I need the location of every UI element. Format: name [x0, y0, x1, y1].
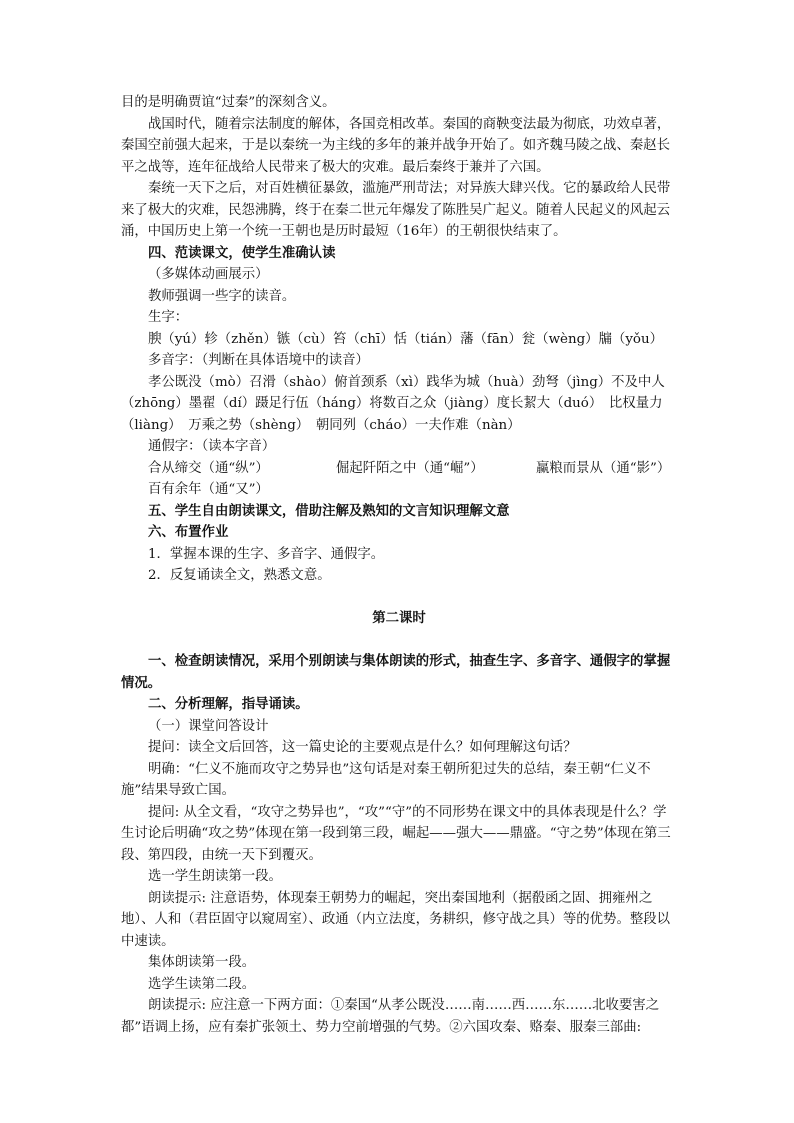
- section-heading: 六、布置作业: [148, 524, 229, 540]
- section-heading: 二、分析理解，指导诵读。: [148, 696, 309, 712]
- paragraph: 多音字：（判断在具体语境中的读音）: [148, 353, 369, 368]
- section-heading: 五、学生自由朗读课文，借助注解及熟知的文言知识理解文意: [148, 502, 510, 519]
- paragraph: 通假字：（读本字音）: [148, 439, 276, 454]
- paragraph: 孝公既没（mò）召滑（shào）俯首颈系（xì）践华为城（huà）劲弩（jìng）不及中人（zhōng）墨翟（dí）蹑足行伍（háng）将数百之众（jiàng）度长絜大（duó） 比权量力（liàng） 万乘之势（shèng） 朝同列（cháo）一夫作难（nàn）: [121, 374, 665, 433]
- paragraph: 提问：读全文后回答，这一篇史论的主要观点是什么？如何理解这句话？: [148, 740, 577, 755]
- section-heading: 四、范读课文，使学生准确认读: [148, 244, 336, 261]
- paragraph: 集体朗读第一段。: [148, 955, 256, 970]
- paragraph: 战国时代，随着宗法制度的解体，各国竞相改革。秦国的商鞅变法最为彻底，功效卓著，秦国空前强大起来，于是以秦统一为主线的多年的兼并战争开始了。如齐魏马陵之战、秦赵长平之战等，连年征战给人民带来了极大的灾难。最后秦终于兼并了六国。: [121, 116, 671, 175]
- paragraph: 生字：: [148, 310, 189, 325]
- paragraph: 1．掌握本课的生字、多音字、通假字。: [148, 546, 385, 562]
- paragraph: 百有余年（通“又”）: [148, 482, 269, 497]
- paragraph: 选学生读第二段。: [148, 976, 256, 992]
- section-heading: 一、检查朗读情况，采用个别朗读与集体朗读的形式，抽查生字、多音字、通假字的掌握情况。: [121, 653, 671, 691]
- paragraph: （一）课堂问答设计: [148, 718, 269, 734]
- paragraph: 朗读提示: 注意语势，体现秦王朝势力的崛起，突出秦国地利（据殽函之固、拥雍州之地）、人和（君臣固守以窥周室）、政通（内立法度，务耕织，修守战之具）等的优势。整段以中速读。: [121, 890, 671, 949]
- paragraph: 腴（yú）轸（zhěn）镞（cù）笞（chī）恬（tián）藩（fān）瓮（wèng）牖（yǒu）: [148, 331, 663, 347]
- paragraph: （多媒体动画展示）: [148, 267, 269, 282]
- spacer: [121, 630, 677, 652]
- tongjia-row: [121, 458, 677, 480]
- document-body: [121, 92, 677, 1038]
- tongjia-item: 合从缔交（通“纵”）: [148, 460, 269, 476]
- paragraph: 选一学生朗读第一段。: [148, 869, 282, 884]
- paragraph: 朗读提示: 应注意一下两方面：①秦国“从孝公既没……南……西……东……北收要害之都”语调上扬，应有秦扩张领土、势力空前增强的气势。②六国攻秦、赂秦、服秦三部曲:: [121, 998, 660, 1035]
- paragraph: 目的是明确贾谊“过秦”的深刻含义。: [121, 95, 336, 110]
- paragraph: 教师强调一些字的读音。: [148, 288, 296, 304]
- lesson-title: 第二课时: [372, 610, 426, 626]
- tongjia-item: 赢粮而景从（通“影”）: [536, 460, 671, 476]
- tongjia-item: 倔起阡陌之中（通“崛”）: [336, 460, 484, 476]
- paragraph: 明确：“仁义不施而攻守之势异也”这句话是对秦王朝所犯过失的总结，秦王朝“仁义不施”结果导致亡国。: [121, 761, 651, 798]
- paragraph: 秦统一天下之后，对百姓横征暴敛，滥施严刑苛法；对异族大肆兴伐。它的暴政给人民带来了极大的灾难，民怨沸腾，终于在秦二世元年爆发了陈胜吴广起义。随着人民起义的风起云涌，中国历史上第一个统一王朝也是历时最短（16年）的王朝很快结束了。: [121, 181, 671, 239]
- paragraph: 2．反复诵读全文，熟悉文意。: [148, 568, 331, 583]
- paragraph: 提问: 从全文看，“攻守之势异也”，“攻”“守”的不同形势在课文中的具体表现是什么？学生讨论后明确“攻之势”体现在第一段到第三段，崛起——强大——鼎盛。“守之势”体现在第三段、第四段，由统一天下到覆灭。: [121, 804, 671, 863]
- spacer: [121, 587, 677, 609]
